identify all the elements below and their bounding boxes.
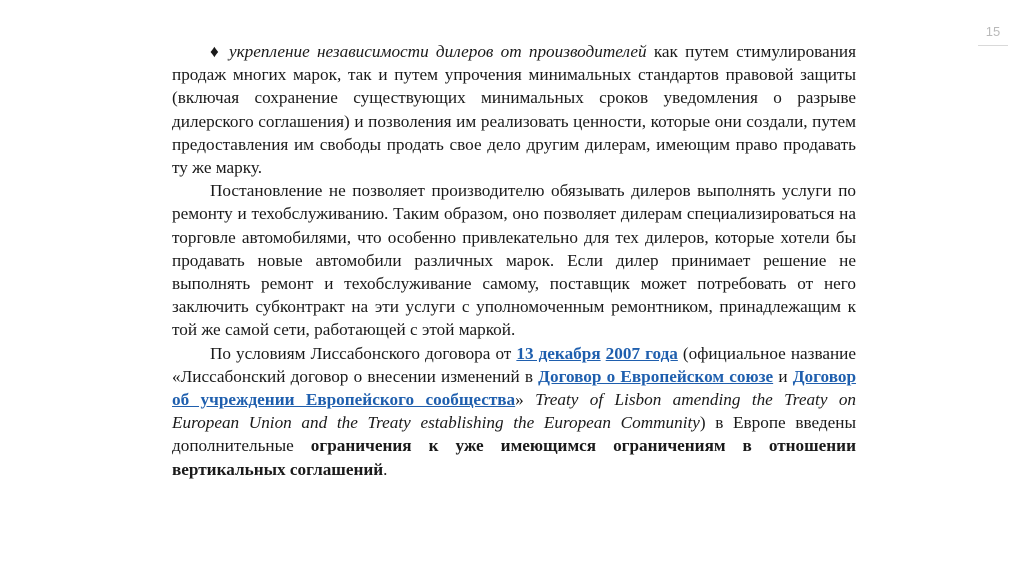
paragraph-repair-services — [172, 179, 856, 341]
link-13-december[interactable]: 13 декабря — [516, 343, 601, 363]
paragraph-2-text: Постановление не позволяет производителю обязывать дилеров выполнять услуги по ремонту и техобслуживанию. Таким образом, оно позволяет дилерам специализироваться на торговле автомобилями, что особенно привлекательно для тех дилеров, которые хотели бы продавать новые автомобили различных марок. Если дилер принимает решение не выполнять ремонт и техобслуживание самому, поставщик может потребовать от него заключить субконтракт на эти услуги с уполномоченным ремонтником, принадлежащим к той же самой сети, работающей с этой маркой. — [172, 181, 856, 340]
link-treaty-european-community[interactable]: Договор об учреждении Европейского сообщества — [172, 366, 857, 410]
paragraph-3-text-5: » — [515, 390, 536, 410]
slide-number-underline — [978, 45, 1008, 46]
paragraph-1-text: как путем стимулирования продаж многих марок, так и путем упрочения минимальных стандартов правовой защиты (включая сохранение существующих минимальных сроков уведомления о разрыве дилерского соглашения) и позволения им реализовать ценности, которые они создали, путем предоставления им свободы продать свое дело другим дилерам, имеющим право продавать ту же марку. — [172, 42, 856, 178]
paragraph-3-text-4: и — [773, 366, 793, 386]
paragraph-dealer-independence — [172, 40, 856, 179]
paragraph-lisbon-treaty — [172, 342, 856, 481]
link-treaty-european-union[interactable]: Договор о Европейском союзе — [538, 366, 774, 386]
text-body — [172, 40, 856, 481]
paragraph-3-text-6: ) в Европе введены дополнительные — [172, 413, 856, 456]
link-2007-year[interactable]: 2007 года — [605, 343, 678, 363]
paragraph-3-text-1: По условиям Лиссабонского договора от — [210, 343, 517, 363]
slide-number: 15 — [985, 24, 1001, 39]
bold-restrictions: ограничения к уже имеющимся ограничениям в отношении вертикальных соглашений — [172, 436, 856, 479]
english-treaty-title: Treaty of Lisbon amending the Treaty on European Union and the Treaty establishing the European Community — [172, 390, 857, 433]
italic-lead: укрепление независимости дилеров от производителей — [228, 42, 647, 61]
paragraph-3-text-3: (официальное название «Лиссабонский договор о внесении изменений в — [172, 343, 856, 386]
paragraph-3-text-7: . — [383, 459, 388, 479]
bullet-diamond-icon: ♦ — [210, 42, 222, 61]
